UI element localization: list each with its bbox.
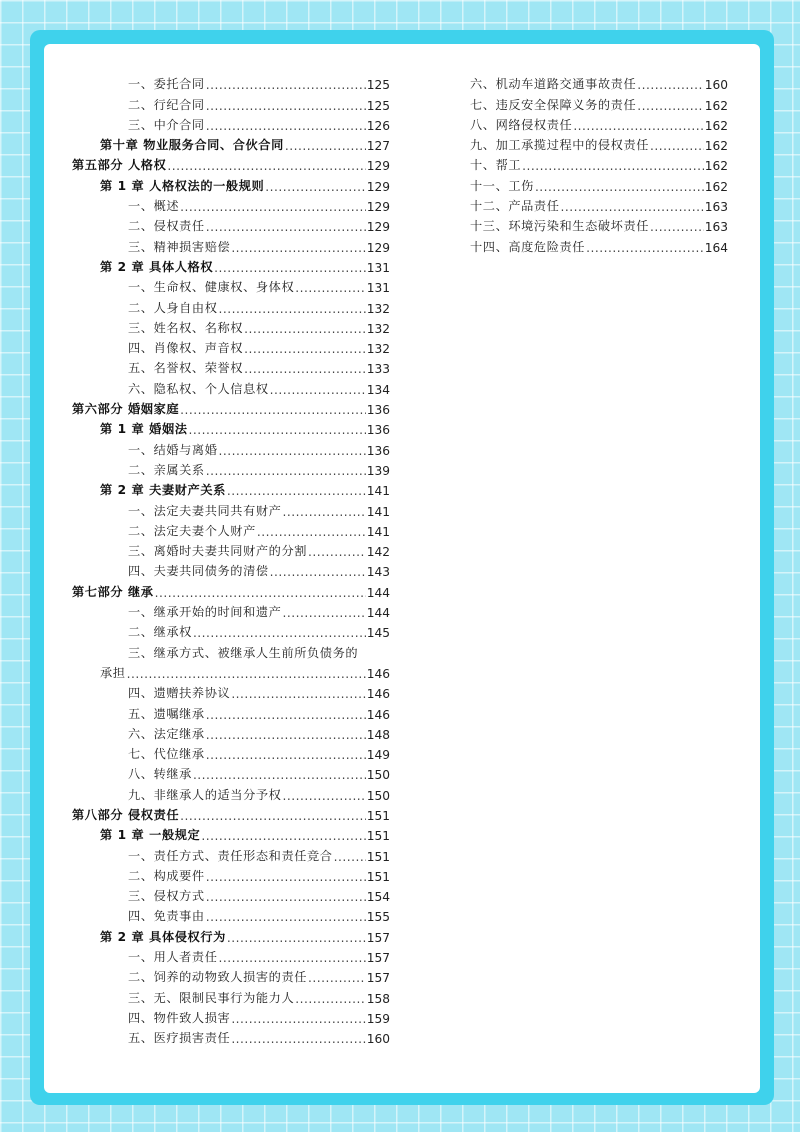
toc-dot-leader <box>180 403 366 417</box>
toc-entry-title: 四、免责事由 <box>128 909 205 924</box>
toc-entry-page-number: 125 <box>366 78 390 93</box>
toc-entry-page-number: 139 <box>366 463 390 478</box>
toc-entry-title: 十一、工伤 <box>470 178 534 193</box>
toc-dot-leader <box>295 281 365 295</box>
toc-entry[interactable] <box>72 173 390 193</box>
toc-entry-page-number: 162 <box>704 98 728 113</box>
toc-entry-page-number: 142 <box>366 545 390 560</box>
toc-entry-title: 四、肖像权、声音权 <box>128 341 244 356</box>
toc-entry-page-number: 164 <box>704 240 728 255</box>
toc-dot-leader <box>206 910 366 924</box>
toc-entry-title: 六、法定继承 <box>128 726 205 741</box>
toc-entry-page-number: 127 <box>366 139 390 154</box>
toc-dot-leader <box>637 99 703 113</box>
toc-entry-title: 四、物件致人损害 <box>128 1010 231 1025</box>
toc-dot-leader <box>231 1032 365 1046</box>
toc-entry[interactable] <box>470 173 728 193</box>
toc-dot-leader <box>231 241 365 255</box>
toc-entry-title: 三、侵权方式 <box>128 889 205 904</box>
toc-entry-page-number: 136 <box>366 403 390 418</box>
toc-dot-leader <box>193 768 366 782</box>
toc-entry-title: 六、机动车道路交通事故责任 <box>470 77 637 92</box>
toc-entry-page-number: 155 <box>366 910 390 925</box>
toc-dot-leader <box>650 220 704 234</box>
toc-dot-leader <box>206 464 366 478</box>
toc-entry[interactable] <box>72 1026 390 1046</box>
toc-dot-leader <box>637 78 703 92</box>
toc-entry-title: 一、用人者责任 <box>128 950 218 965</box>
toc-dot-leader <box>257 525 366 539</box>
toc-entry-title: 一、结婚与离婚 <box>128 442 218 457</box>
toc-dot-leader <box>265 180 365 194</box>
toc-entry-page-number: 157 <box>366 951 390 966</box>
toc-entry[interactable] <box>72 539 390 559</box>
toc-entry-title: 一、概述 <box>128 199 180 214</box>
toc-entry[interactable] <box>72 559 390 579</box>
toc-entry-title: 九、加工承揽过程中的侵权责任 <box>470 138 650 153</box>
toc-entry-page-number: 158 <box>366 991 390 1006</box>
toc-entry-title: 九、非继承人的适当分予权 <box>128 787 282 802</box>
toc-entry-title: 十二、产品责任 <box>470 199 560 214</box>
toc-entry-page-number: 129 <box>366 159 390 174</box>
toc-entry-page-number: 141 <box>366 504 390 519</box>
toc-entry[interactable] <box>72 884 390 904</box>
toc-entry-page-number: 163 <box>704 200 728 215</box>
toc-entry-page-number: 145 <box>366 626 390 641</box>
toc-entry[interactable] <box>72 924 390 944</box>
toc-dot-leader <box>214 261 366 275</box>
toc-entry-title: 二、法定夫妻个人财产 <box>128 523 256 538</box>
toc-entry-title: 第十章 物业服务合同、合伙合同 <box>100 138 284 153</box>
toc-entry[interactable] <box>72 681 390 701</box>
toc-dot-leader <box>193 626 366 640</box>
toc-entry[interactable] <box>72 661 390 681</box>
toc-entry-page-number: 143 <box>366 565 390 580</box>
toc-dot-leader <box>227 484 366 498</box>
toc-entry-title: 五、名誉权、荣誉权 <box>128 361 244 376</box>
toc-entry-page-number: 146 <box>366 687 390 702</box>
toc-dot-leader <box>295 992 365 1006</box>
toc-entry[interactable] <box>72 458 390 478</box>
toc-entry-title: 第 1 章 婚姻法 <box>100 422 188 437</box>
toc-entry-page-number: 132 <box>366 321 390 336</box>
toc-dot-leader <box>244 322 366 336</box>
toc-entry-page-number: 129 <box>366 220 390 235</box>
toc-entry[interactable] <box>72 640 390 660</box>
toc-dot-leader <box>206 728 366 742</box>
toc-dot-leader <box>227 931 366 945</box>
toc-entry-page-number: 141 <box>366 524 390 539</box>
toc-dot-leader <box>244 342 366 356</box>
toc-entry-title: 三、继承方式、被继承人生前所负债务的 <box>128 645 359 660</box>
toc-entry[interactable] <box>72 316 390 336</box>
toc-entry-title: 一、生命权、健康权、身体权 <box>128 280 295 295</box>
toc-dot-leader <box>308 545 366 559</box>
toc-dot-leader <box>206 99 366 113</box>
toc-entry-title: 七、代位继承 <box>128 747 205 762</box>
toc-entry-page-number: 151 <box>366 869 390 884</box>
toc-dot-leader <box>127 667 366 681</box>
toc-entry[interactable] <box>72 945 390 965</box>
toc-entry[interactable] <box>470 133 728 153</box>
toc-entry-page-number: 133 <box>366 362 390 377</box>
toc-entry[interactable] <box>72 519 390 539</box>
toc-entry[interactable] <box>72 965 390 985</box>
toc-entry-title: 五、遗嘱继承 <box>128 706 205 721</box>
toc-dot-leader <box>308 971 366 985</box>
toc-entry-page-number: 129 <box>366 200 390 215</box>
toc-entry-page-number: 150 <box>366 788 390 803</box>
toc-entry-title: 第 1 章 一般规定 <box>100 828 201 843</box>
toc-entry-title: 二、行纪合同 <box>128 97 205 112</box>
toc-column-right <box>470 72 728 255</box>
toc-entry-page-number: 136 <box>366 443 390 458</box>
toc-dot-leader <box>219 951 366 965</box>
toc-entry-page-number: 146 <box>366 666 390 681</box>
toc-entry[interactable] <box>72 803 390 823</box>
toc-entry-page-number: 144 <box>366 606 390 621</box>
toc-entry[interactable] <box>470 234 728 254</box>
toc-entry-title: 第 1 章 人格权法的一般规则 <box>100 178 265 193</box>
toc-entry[interactable] <box>72 1006 390 1026</box>
toc-entry-title: 二、亲属关系 <box>128 462 205 477</box>
toc-entry-page-number: 160 <box>704 78 728 93</box>
toc-entry[interactable] <box>72 376 390 396</box>
toc-entry-title: 十、帮工 <box>470 158 522 173</box>
toc-entry[interactable] <box>470 113 728 133</box>
toc-entry[interactable] <box>72 722 390 742</box>
toc-dot-leader <box>180 200 366 214</box>
toc-entry-title: 八、网络侵权责任 <box>470 117 573 132</box>
toc-entry[interactable] <box>72 133 390 153</box>
toc-entry-page-number: 157 <box>366 971 390 986</box>
toc-entry-page-number: 150 <box>366 768 390 783</box>
toc-entry-page-number: 159 <box>366 1011 390 1026</box>
toc-entry[interactable] <box>72 579 390 599</box>
toc-dot-leader <box>167 159 365 173</box>
toc-dot-leader <box>586 241 704 255</box>
toc-entry-title: 八、转继承 <box>128 767 192 782</box>
toc-entry-page-number: 151 <box>366 849 390 864</box>
toc-entry-title: 二、侵权责任 <box>128 219 205 234</box>
toc-dot-leader <box>206 220 366 234</box>
toc-entry-page-number: 129 <box>366 179 390 194</box>
toc-entry[interactable] <box>72 336 390 356</box>
toc-entry[interactable] <box>72 194 390 214</box>
toc-entry[interactable] <box>72 843 390 863</box>
toc-entry[interactable] <box>470 72 728 92</box>
toc-entry-title: 二、人身自由权 <box>128 300 218 315</box>
toc-entry-title: 十三、环境污染和生态破坏责任 <box>470 219 650 234</box>
toc-entry-page-number: 131 <box>366 281 390 296</box>
toc-entry-page-number: 163 <box>704 220 728 235</box>
toc-dot-leader <box>206 708 366 722</box>
toc-entry-page-number: 162 <box>704 139 728 154</box>
toc-entry[interactable] <box>72 864 390 884</box>
toc-dot-leader <box>244 362 366 376</box>
toc-entry-page-number: 162 <box>704 118 728 133</box>
toc-dot-leader <box>282 505 365 519</box>
toc-entry-page-number: 136 <box>366 423 390 438</box>
toc-entry-page-number: 149 <box>366 748 390 763</box>
toc-dot-leader <box>189 423 366 437</box>
toc-entry-title: 三、无、限制民事行为能力人 <box>128 990 295 1005</box>
toc-dot-leader <box>334 850 366 864</box>
toc-entry[interactable] <box>72 153 390 173</box>
toc-entry-title: 二、构成要件 <box>128 868 205 883</box>
toc-dot-leader <box>231 687 365 701</box>
toc-dot-leader <box>573 119 703 133</box>
toc-entry-page-number: 154 <box>366 890 390 905</box>
toc-entry[interactable] <box>72 904 390 924</box>
toc-entry-title: 第八部分 侵权责任 <box>72 807 180 822</box>
toc-dot-leader <box>522 159 704 173</box>
toc-entry[interactable] <box>72 113 390 133</box>
toc-entry-title: 第七部分 继承 <box>72 584 154 599</box>
toc-dot-leader <box>180 809 366 823</box>
toc-dot-leader <box>201 829 365 843</box>
toc-entry[interactable] <box>72 701 390 721</box>
toc-entry-page-number: 132 <box>366 301 390 316</box>
toc-dot-leader <box>285 139 366 153</box>
toc-entry[interactable] <box>470 153 728 173</box>
toc-entry[interactable] <box>72 985 390 1005</box>
toc-entry-title: 一、继承开始的时间和遗产 <box>128 605 282 620</box>
toc-dot-leader <box>219 302 366 316</box>
toc-entry[interactable] <box>72 417 390 437</box>
toc-dot-leader <box>231 1012 365 1026</box>
toc-entry-page-number: 125 <box>366 98 390 113</box>
toc-entry-title: 四、遗赠扶养协议 <box>128 686 231 701</box>
toc-entry-page-number: 148 <box>366 727 390 742</box>
toc-entry-title: 三、离婚时夫妻共同财产的分割 <box>128 544 308 559</box>
toc-dot-leader <box>219 444 366 458</box>
toc-dot-leader <box>282 789 365 803</box>
toc-dot-leader <box>206 119 366 133</box>
toc-entry[interactable] <box>72 92 390 112</box>
toc-entry[interactable] <box>72 782 390 802</box>
toc-dot-leader <box>206 870 366 884</box>
toc-entry[interactable] <box>72 295 390 315</box>
toc-dot-leader <box>270 383 366 397</box>
toc-entry-title: 三、精神损害赔偿 <box>128 239 231 254</box>
toc-entry[interactable] <box>72 214 390 234</box>
toc-entry-page-number: 126 <box>366 118 390 133</box>
toc-entry[interactable] <box>470 194 728 214</box>
toc-entry-page-number: 129 <box>366 240 390 255</box>
toc-dot-leader <box>561 200 704 214</box>
toc-entry[interactable] <box>72 762 390 782</box>
toc-entry-title: 五、医疗损害责任 <box>128 1031 231 1046</box>
toc-entry-title: 第 2 章 具体人格权 <box>100 259 214 274</box>
toc-entry-title: 第 2 章 夫妻财产关系 <box>100 483 226 498</box>
toc-dot-leader <box>650 139 704 153</box>
toc-entry[interactable] <box>72 620 390 640</box>
toc-entry-page-number: 131 <box>366 260 390 275</box>
toc-entry-page-number: 141 <box>366 484 390 499</box>
toc-entry-page-number: 132 <box>366 342 390 357</box>
toc-entry[interactable] <box>72 437 390 457</box>
toc-dot-leader <box>155 586 366 600</box>
toc-dot-leader <box>535 180 704 194</box>
toc-entry[interactable] <box>72 255 390 275</box>
toc-entry-title: 一、委托合同 <box>128 77 205 92</box>
toc-entry-title: 七、违反安全保障义务的责任 <box>470 97 637 112</box>
toc-dot-leader <box>270 565 366 579</box>
toc-entry[interactable] <box>72 397 390 417</box>
toc-entry-page-number: 146 <box>366 707 390 722</box>
toc-entry-title: 一、法定夫妻共同共有财产 <box>128 503 282 518</box>
toc-entry-page-number: 162 <box>704 179 728 194</box>
toc-entry[interactable] <box>72 498 390 518</box>
toc-entry[interactable] <box>72 600 390 620</box>
toc-entry-title: 四、夫妻共同债务的清偿 <box>128 564 269 579</box>
toc-dot-leader <box>206 78 366 92</box>
toc-entry-title: 三、中介合同 <box>128 117 205 132</box>
toc-entry[interactable] <box>72 823 390 843</box>
toc-entry-page-number: 151 <box>366 829 390 844</box>
toc-entry-title: 二、饲养的动物致人损害的责任 <box>128 970 308 985</box>
toc-entry-page-number: 151 <box>366 808 390 823</box>
toc-entry-title: 承担 <box>100 665 126 680</box>
toc-entry-title: 十四、高度危险责任 <box>470 239 586 254</box>
toc-dot-leader <box>206 890 366 904</box>
toc-entry[interactable] <box>72 275 390 295</box>
toc-entry-page-number: 157 <box>366 930 390 945</box>
toc-entry-title: 第 2 章 具体侵权行为 <box>100 929 226 944</box>
toc-dot-leader <box>282 606 365 620</box>
toc-entry[interactable] <box>72 478 390 498</box>
toc-entry-title: 三、姓名权、名称权 <box>128 320 244 335</box>
toc-entry-page-number: 160 <box>366 1032 390 1047</box>
toc-entry[interactable] <box>470 92 728 112</box>
toc-entry-title: 第六部分 婚姻家庭 <box>72 402 180 417</box>
toc-entry[interactable] <box>72 234 390 254</box>
toc-entry-title: 第五部分 人格权 <box>72 158 167 173</box>
toc-entry-title: 六、隐私权、个人信息权 <box>128 381 269 396</box>
toc-entry-page-number: 134 <box>366 382 390 397</box>
toc-entry-title: 二、继承权 <box>128 625 192 640</box>
toc-entry[interactable] <box>470 214 728 234</box>
toc-dot-leader <box>206 748 366 762</box>
toc-entry-page-number: 162 <box>704 159 728 174</box>
toc-entry-page-number: 144 <box>366 585 390 600</box>
toc-entry[interactable] <box>72 356 390 376</box>
toc-entry[interactable] <box>72 742 390 762</box>
toc-column-left <box>72 72 390 1046</box>
toc-entry[interactable] <box>72 72 390 92</box>
toc-entry-title: 一、责任方式、责任形态和责任竞合 <box>128 848 333 863</box>
